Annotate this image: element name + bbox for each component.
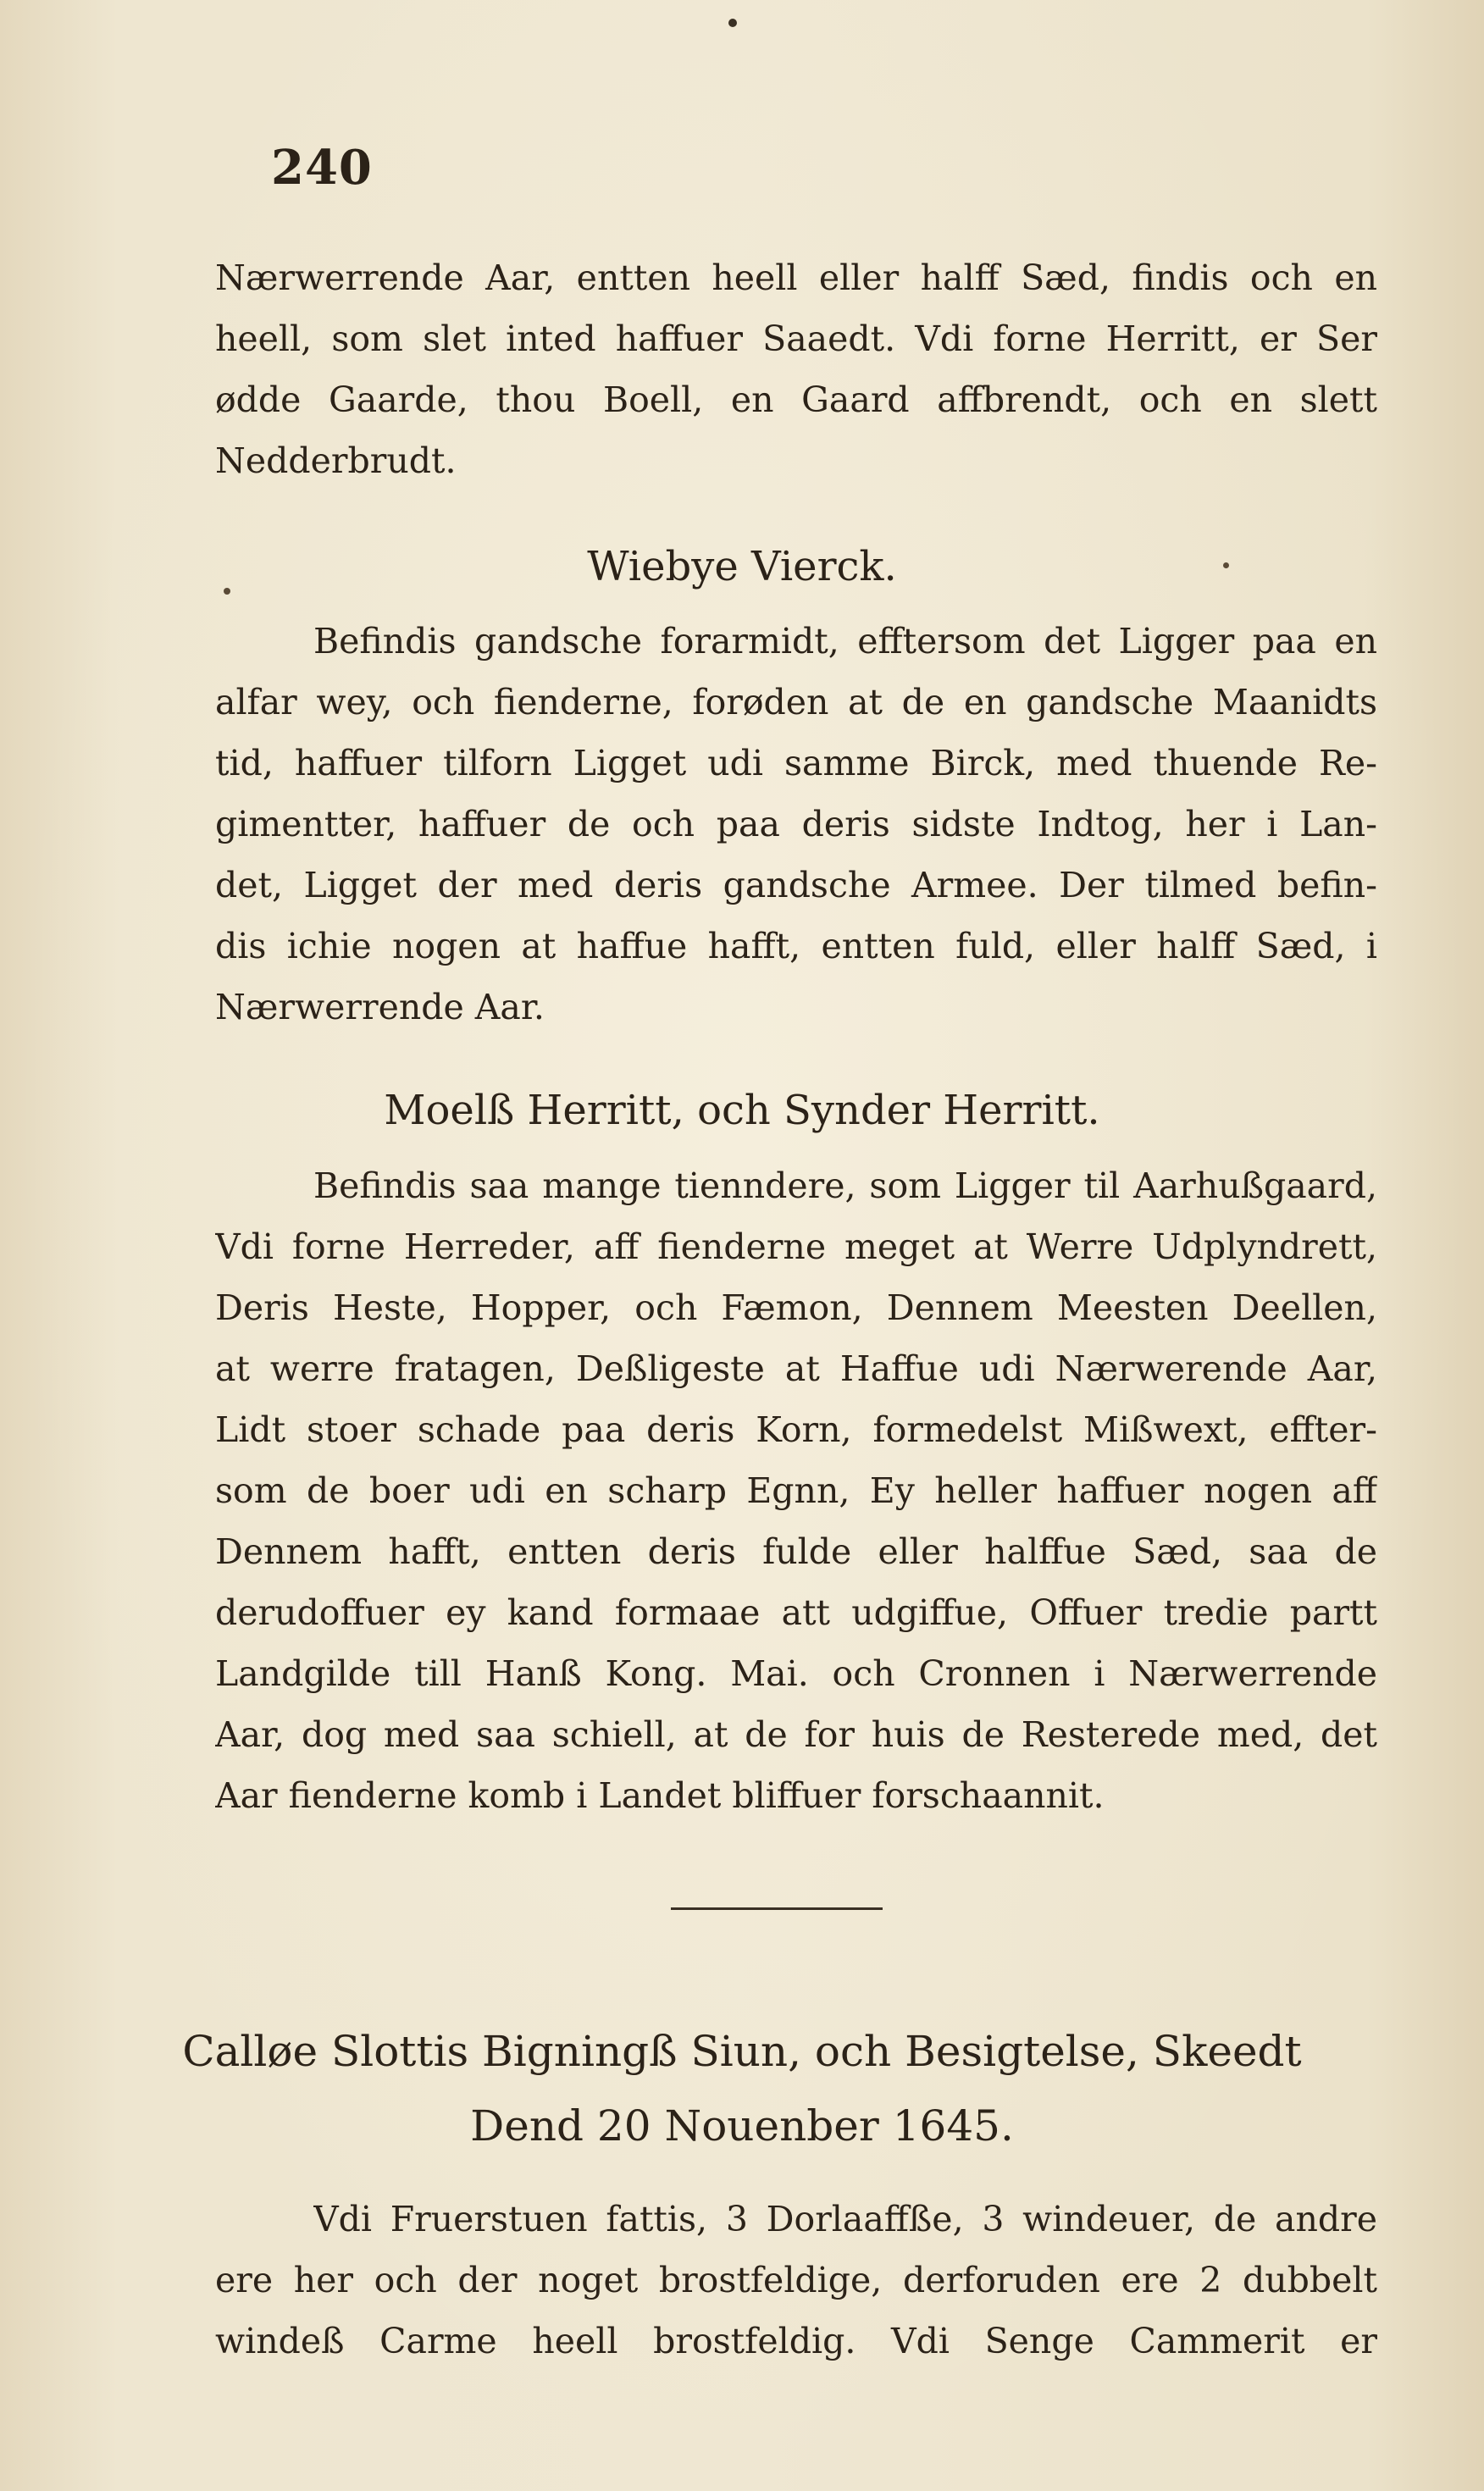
text-line: som de boer udi en scharp Egnn, Ey heller haffuer nogen aff bbox=[215, 1470, 1377, 1511]
ink-speck bbox=[1223, 562, 1229, 568]
ink-speck bbox=[224, 588, 230, 595]
text-line: at werre fratagen, Deßligeste at Haffue udi Nærwerende Aar, bbox=[215, 1348, 1377, 1389]
text-line: alfar wey, och fienderne, forøden at de en gandsche Maanidts bbox=[215, 682, 1377, 722]
text-line: Dennem hafft, entten deris fulde eller halffue Sæd, saa de bbox=[215, 1531, 1377, 1572]
section-heading-date: Dend 20 Nouenber 1645. bbox=[470, 2101, 1014, 2151]
section-divider bbox=[671, 1907, 883, 1910]
section-heading: Moelß Herritt, och Synder Herritt. bbox=[384, 1087, 1100, 1134]
text-line: Nærwerrende Aar, entten heell eller halff Sæd, findis och en bbox=[215, 257, 1377, 298]
section-heading: Wiebye Vierck. bbox=[587, 543, 897, 590]
text-line: Befindis gandsche forarmidt, efftersom det Ligger paa en bbox=[313, 621, 1377, 661]
text-line: ødde Gaarde, thou Boell, en Gaard affbrendt, och en slett bbox=[215, 379, 1377, 420]
text-line: Vdi forne Herreder, aff fienderne meget at Werre Udplyndrett, bbox=[215, 1226, 1377, 1267]
text-line: Aar, dog med saa schiell, at de for huis de Resterede med, det bbox=[215, 1714, 1377, 1755]
text-line: ere her och der noget brostfeldige, derforuden ere 2 dubbelt bbox=[215, 2260, 1377, 2300]
text-line: derudoffuer ey kand formaae att udgiffue, Offuer tredie partt bbox=[215, 1592, 1377, 1633]
text-line: Nærwerrende Aar. bbox=[215, 987, 545, 1027]
text-line: heell, som slet inted haffuer Saaedt. Vdi forne Herritt, er Ser bbox=[215, 318, 1377, 359]
text-line: gimentter, haffuer de och paa deris sidste Indtog, her i Lan- bbox=[215, 804, 1377, 844]
text-line: Deris Heste, Hopper, och Fæmon, Dennem Meesten Deellen, bbox=[215, 1287, 1377, 1328]
ink-dot-top bbox=[728, 19, 737, 27]
text-line: Lidt stoer schade paa deris Korn, formedelst Mißwext, effter- bbox=[215, 1409, 1377, 1450]
text-line: Nedderbrudt. bbox=[215, 440, 457, 481]
text-line: det, Ligget der med deris gandsche Armee. Der tilmed befin- bbox=[215, 865, 1377, 905]
section-heading: Calløe Slottis Bigningß Siun, och Besigtelse, Skeedt bbox=[182, 2027, 1302, 2076]
text-line: Befindis saa mange tienndere, som Ligger til Aarhußgaard, bbox=[313, 1165, 1377, 1206]
text-line: windeß Carme heell brostfeldig. Vdi Senge Cammerit er bbox=[215, 2321, 1377, 2361]
text-line: Vdi Fruerstuen fattis, 3 Dorlaaffße, 3 windeuer, de andre bbox=[313, 2199, 1377, 2239]
text-line: dis ichie nogen at haffue hafft, entten fuld, eller halff Sæd, i bbox=[215, 926, 1377, 966]
text-line: Aar fienderne komb i Landet bliffuer forschaannit. bbox=[215, 1775, 1105, 1816]
text-line: Landgilde till Hanß Kong. Mai. och Cronnen i Nærwerrende bbox=[215, 1653, 1377, 1694]
text-line: tid, haffuer tilforn Ligget udi samme Birck, med thuende Re- bbox=[215, 743, 1377, 783]
page-number: 240 bbox=[271, 140, 373, 196]
